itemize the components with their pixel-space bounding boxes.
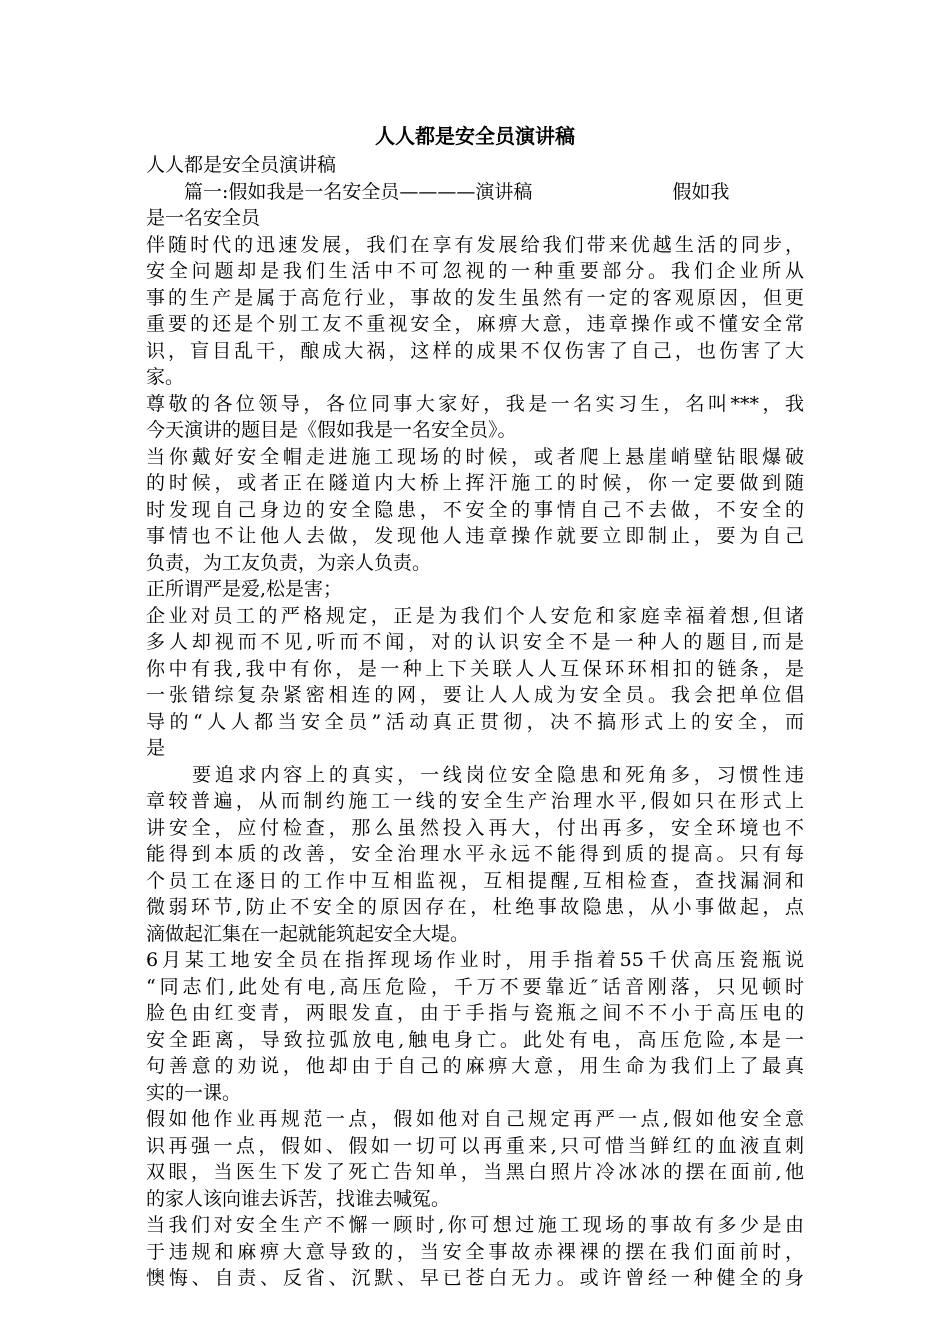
body-line: 脸色由红变青，两眼发直，由于手指与瓷瓶之间不不小于高压电的	[146, 1002, 804, 1024]
body-line: 重要的还是个别工友不重视安全，麻痹大意，违章操作或不懂安全常	[146, 313, 804, 335]
body-line: 个员工在逐日的工作中互相监视，互相提醒,互相检查，查找漏洞和	[146, 869, 804, 892]
body-line: 章较普遍，从而制约施工一线的安全生产治理水平,假如只在形式上	[146, 790, 804, 812]
body-line: 安全问题却是我们生活中不可忽视的一种重要部分。我们企业所从	[146, 260, 804, 282]
body-line: 要追求内容上的真实，一线岗位安全隐患和死角多，习惯性违	[192, 763, 804, 786]
chapter-heading	[146, 179, 804, 206]
body-line: 是	[146, 737, 166, 759]
body-line: 识再强一点，假如、假如一切可以再重来,只可惜当鲜红的血液直刺	[146, 1134, 804, 1157]
body-line: 事的生产是属于高危行业，事故的发生虽然有一定的客观原因，但更	[146, 286, 804, 309]
chapter-heading-left: 篇一:假如我是一名安全员————演讲稿	[184, 180, 533, 203]
body-line: 导的“人人都当安全员”活动真正贯彻，决不搞形式上的安全，而	[146, 710, 804, 733]
document-page	[146, 122, 804, 1292]
body-line: 当我们对安全生产不懈一顾时,你可想过施工现场的事故有多少是由	[146, 1214, 804, 1236]
body-line: “同志们,此处有电,高压危险，千万不要靠近″话音刚落，只见顿时	[146, 975, 804, 998]
body-line: 句善意的劝说，他却由于自己的麻痹大意，用生命为我们上了最真	[146, 1055, 804, 1077]
chapter-heading-right: 假如我	[672, 180, 730, 203]
body-line: 企业对员工的严格规定，正是为我们个人安危和家庭幸福着想,但诸	[146, 604, 804, 627]
body-line: 伴随时代的迅速发展，我们在享有发展给我们带来优越生活的同步，	[146, 233, 804, 256]
body-line: 的时候，或者正在隧道内大桥上挥汗施工的时候，你一定要做到随	[146, 472, 804, 494]
body-line: 假如他作业再规范一点，假如他对自己规定再严一点,假如他安全意	[146, 1108, 804, 1130]
body-line: 能得到本质的改善，安全治理水平永远不能得到质的提高。只有每	[146, 843, 804, 865]
body-line: 是一名安全员	[146, 207, 261, 229]
body-line: 尊敬的各位领导，各位同事大家好，我是一名实习生，名叫***，我	[146, 392, 804, 415]
body-line: 正所谓严是爱,松是害；	[146, 578, 343, 600]
body-line: 的家人该向谁去诉苦，找谁去喊冤。	[146, 1187, 451, 1210]
body-line: 识，盲目乱干，酿成大祸，这样的成果不仅伤害了自己，也伤害了大	[146, 339, 804, 362]
body-line: 家。	[146, 366, 185, 388]
body-line: 于违规和麻痹大意导致的，当安全事故赤裸裸的摆在我们面前时，	[146, 1240, 804, 1263]
body-line: 时发现自己身边的安全隐患，不安全的事情自己不去做，不安全的	[146, 498, 804, 521]
body-line: 负责，为工友负责，为亲人负责。	[146, 551, 432, 574]
body-line: 双眼，当医生下发了死亡告知单，当黑白照片冷冰冰的摆在面前,他	[146, 1161, 804, 1183]
body-line: 讲安全，应付检查，那么虽然投入再大，付出再多，安全环境也不	[146, 816, 804, 839]
document-subtitle: 人人都是安全员演讲稿	[146, 154, 337, 176]
body-line: 6月某工地安全员在指挥现场作业时，用手指着55千伏高压瓷瓶说	[146, 949, 804, 971]
body-line: 你中有我,我中有你，是一种上下关联人人互保环环相扣的链条，是	[146, 657, 804, 680]
body-line: 实的一课。	[146, 1081, 242, 1104]
document-title: 人人都是安全员演讲稿	[375, 124, 575, 148]
body-line: 多人却视而不见,听而不闻，对的认识安全不是一种人的题目,而是	[146, 631, 804, 653]
body-line: 微弱环节,防止不安全的原因存在，杜绝事故隐患，从小事做起，点	[146, 896, 804, 918]
body-line: 一张错综复杂紧密相连的网，要让人人成为安全员。我会把单位倡	[146, 684, 804, 706]
body-line: 今天演讲的题目是《假如我是一名安全员》。	[146, 419, 517, 441]
body-line: 滴做起汇集在一起就能筑起安全大堤。	[146, 922, 470, 945]
body-line: 当你戴好安全帽走进施工现场的时候，或者爬上悬崖峭壁钻眼爆破	[146, 445, 804, 468]
body-line: 事情也不让他人去做，发现他人违章操作就要立即制止，要为自己	[146, 525, 804, 547]
body-line: 懊悔、自责、反省、沉默、早已苍白无力。或许曾经一种健全的身	[146, 1267, 804, 1289]
body-line: 安全距离，导致拉弧放电,触电身亡。此处有电，高压危险,本是一	[146, 1028, 804, 1051]
